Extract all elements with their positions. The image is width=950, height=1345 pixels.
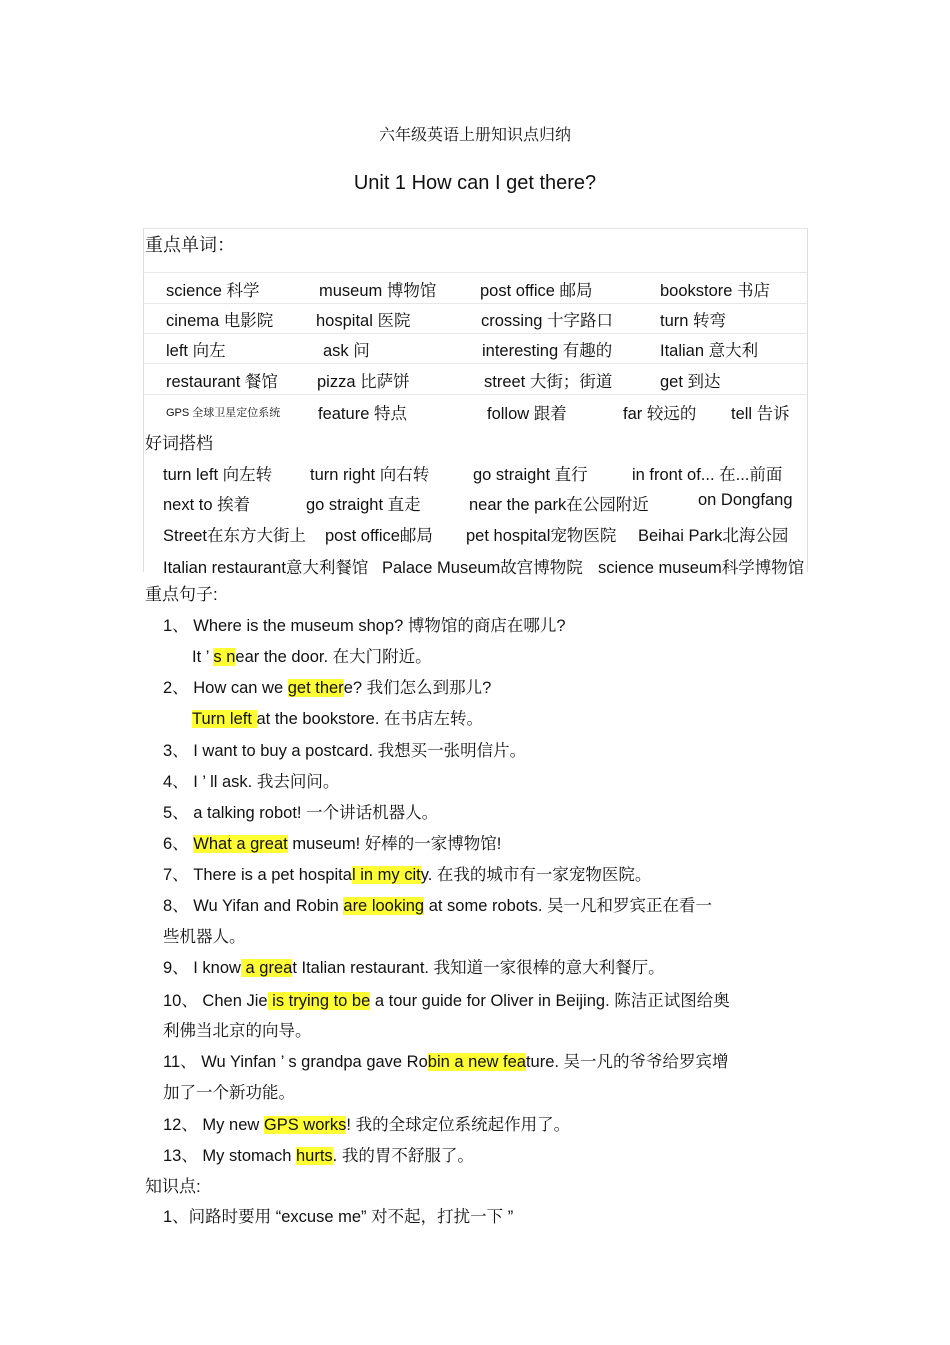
- vocab-word: follow 跟着: [487, 405, 567, 423]
- document-title: 六年级英语上册知识点归纳: [378, 127, 571, 144]
- knowledge-heading: 知识点:: [145, 1177, 201, 1196]
- vocab-word: restaurant 餐馆: [166, 373, 278, 391]
- sentence: 些机器人。: [163, 928, 246, 946]
- highlight: a grea: [240, 959, 293, 977]
- phrase: go straight 直走: [306, 496, 421, 514]
- vocab-word: museum 博物馆: [319, 282, 437, 300]
- vocab-word: get 到达: [660, 373, 721, 391]
- sentence: It ’ s near the door. 在大门附近。: [192, 648, 432, 666]
- highlight: Turn left: [192, 710, 257, 728]
- phrase: next to 挨着: [163, 496, 251, 514]
- vocab-word: turn 转弯: [660, 312, 727, 330]
- highlight: bin a new fea: [427, 1053, 526, 1071]
- sentence: 4、 I ’ ll ask. 我去问问。: [163, 773, 340, 791]
- sentence: 8、 Wu Yifan and Robin are looking at some robots. 吴一凡和罗宾正在看一: [163, 897, 713, 915]
- sentence: 11、 Wu Yinfan ’ s grandpa gave Robin a new feature. 吴一凡的爷爷给罗宾增: [163, 1053, 729, 1071]
- phrase: in front of... 在...前面: [632, 466, 783, 484]
- vocab-word: street 大街；街道: [484, 373, 613, 391]
- phrase: turn left 向左转: [163, 466, 273, 484]
- sentence: 12、 My new GPS works! 我的全球定位系统起作用了。: [163, 1116, 571, 1134]
- phrase: Street在东方大街上: [163, 527, 307, 545]
- vocab-word: feature 特点: [318, 405, 407, 423]
- sentence: Turn left at the bookstore. 在书店左转。: [192, 710, 483, 728]
- row-divider: [143, 303, 807, 304]
- vocab-word: left 向左: [166, 342, 226, 360]
- sentence: 1、 Where is the museum shop? 博物馆的商店在哪儿?: [163, 617, 566, 635]
- highlight: get ther: [287, 679, 344, 697]
- sentence-heading: 重点句子:: [145, 585, 218, 604]
- sentence: 10、 Chen Jie is trying to be a tour guide for Oliver in Beijing. 陈洁正试图给奥: [163, 992, 730, 1010]
- phrase: Italian restaurant意大利餐馆: [163, 559, 369, 577]
- phrase: turn right 向右转: [310, 466, 430, 484]
- row-divider: [143, 363, 807, 364]
- phrase: pet hospital宠物医院: [466, 527, 617, 545]
- highlight: hurts: [295, 1147, 333, 1165]
- vocab-word: far 较远的: [623, 405, 697, 423]
- vocab-word: science 科学: [166, 282, 260, 300]
- phrase: go straight 直行: [473, 466, 588, 484]
- vocab-word: cinema 电影院: [166, 312, 274, 330]
- sentence: 3、 I want to buy a postcard. 我想买一张明信片。: [163, 742, 527, 760]
- vocab-word: crossing 十字路口: [481, 312, 614, 330]
- vocab-word: tell 告诉: [731, 405, 790, 423]
- highlight: are looking: [343, 897, 425, 915]
- row-divider: [143, 394, 807, 395]
- highlight: GPS works: [263, 1116, 347, 1134]
- sentence: 5、 a talking robot! 一个讲话机器人。: [163, 804, 439, 822]
- sentence: 7、 There is a pet hospital in my city. 在我的城市有一家宠物医院。: [163, 866, 652, 884]
- vocab-heading: 重点单词：: [145, 235, 235, 255]
- vocab-word: hospital 医院: [316, 312, 411, 330]
- vocab-word: GPS 全球卫星定位系统: [166, 407, 281, 419]
- sentence: 加了一个新功能。: [163, 1084, 295, 1102]
- sentence: 利佛当北京的向导。: [163, 1022, 312, 1040]
- sentence: 6、 What a great museum! 好棒的一家博物馆!: [163, 835, 502, 853]
- unit-title: Unit 1 How can I get there?: [353, 172, 597, 194]
- vocab-word: Italian 意大利: [660, 342, 759, 360]
- row-divider: [143, 272, 807, 273]
- row-divider: [143, 333, 807, 334]
- phrase: Palace Museum故宫博物院: [382, 559, 583, 577]
- highlight: is trying to be: [267, 992, 371, 1010]
- sentence: 9、 I know a great Italian restaurant. 我知道一家很棒的意大利餐厅。: [163, 959, 665, 977]
- phrase-heading: 好词搭档: [145, 434, 213, 453]
- phrase: science museum科学博物馆: [598, 559, 805, 577]
- vocab-word: pizza 比萨饼: [317, 373, 410, 391]
- phrase: Beihai Park北海公园: [638, 527, 789, 545]
- phrase: on Dongfang: [698, 491, 793, 509]
- knowledge-point: 1、问路时要用 “excuse me” 对不起，打扰一下 ”: [163, 1208, 514, 1226]
- highlight: What a great: [193, 835, 288, 853]
- phrase: near the park在公园附近: [469, 496, 649, 514]
- vocab-word: bookstore 书店: [660, 282, 771, 300]
- vocab-word: post office 邮局: [480, 282, 593, 300]
- sentence: 13、 My stomach hurts. 我的胃不舒服了。: [163, 1147, 474, 1165]
- highlight: s n: [213, 648, 236, 666]
- vocab-word: interesting 有趣的: [482, 342, 613, 360]
- highlight: l in my cit: [351, 866, 421, 884]
- phrase: post office邮局: [325, 527, 433, 545]
- vocab-word: ask 问: [323, 342, 370, 360]
- sentence: 2、 How can we get there? 我们怎么到那儿?: [163, 679, 492, 697]
